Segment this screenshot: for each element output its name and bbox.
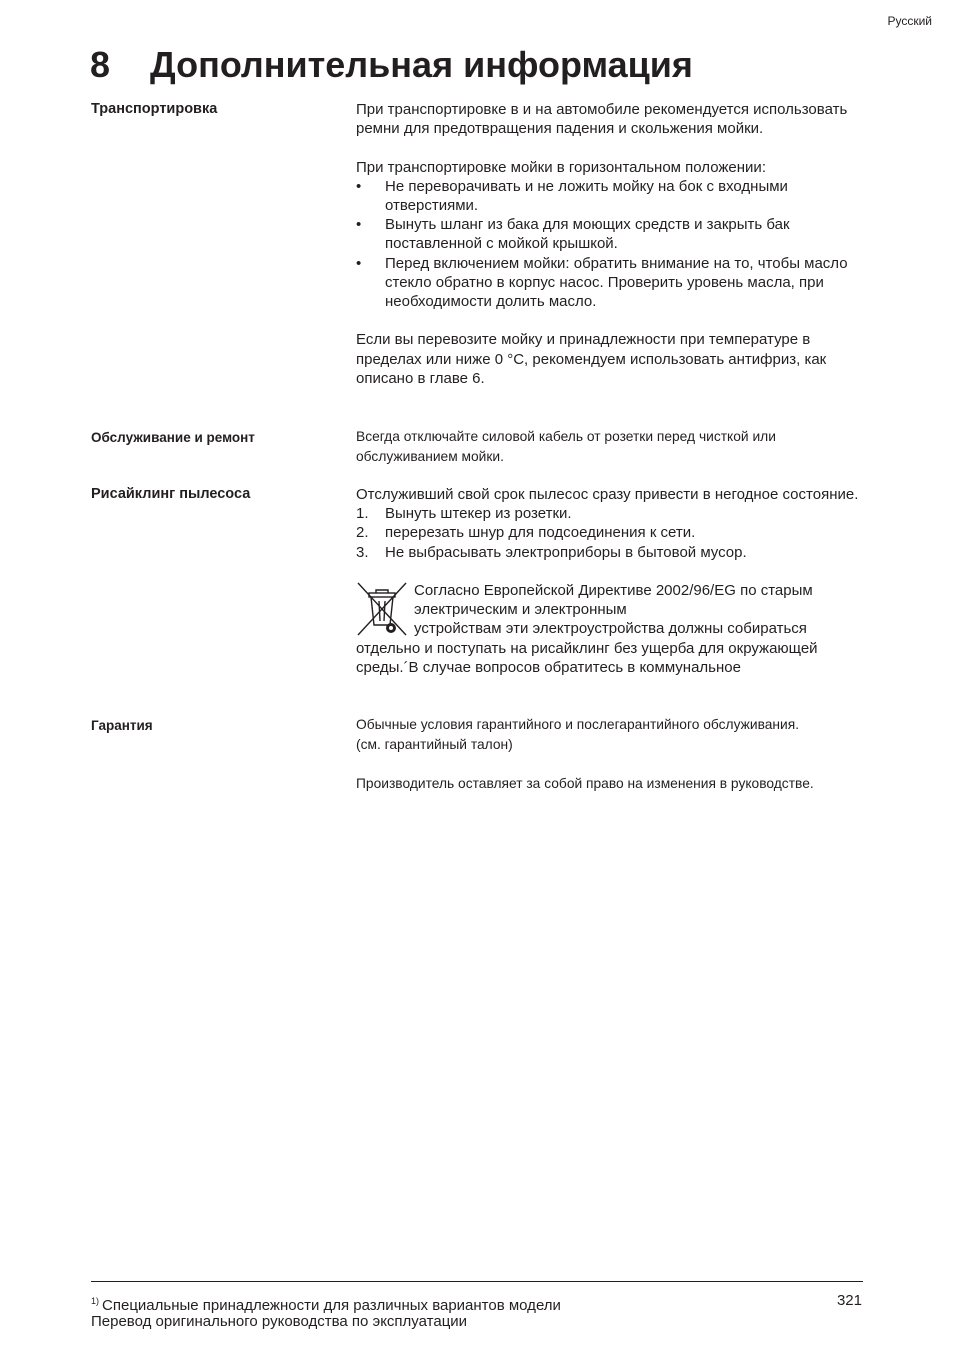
service-text: Всегда отключайте силовой кабель от розетки перед чисткой или обслуживанием мойки.	[356, 429, 776, 464]
bullet-marker: •	[356, 254, 362, 272]
section-label-recycling: Рисайклинг пылесоса	[91, 486, 251, 502]
step-text: Вынуть штекер из розетки.	[385, 505, 572, 523]
step-number: 1.	[356, 505, 369, 523]
weee-line-3: устройствам эти электроустройства должны собираться	[414, 620, 807, 638]
footnote-text: Специальные принадлежности для различных вариантов модели	[102, 1297, 561, 1314]
bullet-text: Вынуть шланг из бака для моющих средств и закрыть бак поставленной с мойкой крышкой.	[385, 216, 790, 253]
section-body-service	[356, 427, 866, 466]
transport-paragraph-3: Если вы перевозите мойку и принадлежности при температуре в пределах или ниже 0 °С, рекомендуем использовать антифриз, как описано в главе 6.	[356, 331, 827, 387]
recycling-steps	[356, 504, 866, 562]
page-number: 321	[836, 1292, 862, 1309]
chapter-title: Дополнительная информация	[150, 44, 693, 85]
section-label-service: Обслуживание и ремонт	[91, 430, 255, 445]
step-number: 2.	[356, 524, 369, 542]
bullet-marker: •	[356, 216, 362, 234]
list-item	[356, 543, 866, 562]
list-item	[356, 254, 866, 312]
warranty-line-2: (см. гарантийный талон)	[356, 736, 513, 752]
weee-notice	[356, 581, 866, 677]
crossed-out-wheelie-bin-icon	[356, 581, 408, 637]
list-item	[356, 504, 866, 523]
list-item	[356, 177, 866, 215]
warranty-line-1: Обычные условия гарантийного и послегарантийного обслуживания.	[356, 717, 800, 732]
section-body-transport	[356, 100, 866, 388]
footnote-mark: 1)	[91, 1296, 100, 1306]
bullet-text: Перед включением мойки: обратить внимание на то, чтобы масло стекло обратно в корпус насос. Проверить уровень масла, при необходимости долить масло.	[385, 254, 848, 311]
chapter-heading	[90, 42, 693, 88]
section-label-transport: Транспортировка	[91, 101, 218, 117]
language-label: Русский	[887, 14, 932, 28]
document-title: Перевод оригинального руководства по эксплуатации	[91, 1313, 468, 1330]
section-label-warranty: Гарантия	[91, 718, 153, 733]
step-text: перерезать шнур для подсоединения к сети.	[385, 524, 696, 542]
section-body-warranty	[356, 715, 866, 793]
warranty-note: Производитель оставляет за собой право на изменения в руководстве.	[356, 775, 814, 791]
list-item	[356, 523, 866, 542]
step-text: Не выбрасывать электроприборы в бытовой мусор.	[385, 543, 747, 561]
transport-paragraph-1: При транспортировке в и на автомобиле рекомендуется использовать ремни для предотвращения падения и скольжения мойки.	[356, 101, 848, 138]
step-number: 3.	[356, 543, 369, 561]
section-body-recycling	[356, 485, 866, 677]
weee-rest: отдельно и поступать на рисайклинг без ущерба для окружающей среды.´В случае вопросов обратитесь в коммунальное	[356, 639, 818, 676]
footer-divider	[91, 1281, 863, 1282]
bullet-text: Не переворачивать и не ложить мойку на бок с входными отверстиями.	[385, 177, 788, 214]
bullet-marker: •	[356, 177, 362, 195]
list-item	[356, 215, 866, 253]
chapter-number: 8	[90, 44, 111, 85]
recycling-intro: Отслуживший свой срок пылесос сразу привести в негодное состояние.	[356, 486, 859, 503]
transport-bullet-list	[356, 177, 866, 311]
weee-line-2: электрическим и электронным	[414, 601, 627, 619]
weee-line-1: Согласно Европейской Директиве 2002/96/EG по старым	[414, 582, 813, 599]
transport-paragraph-2: При транспортировке мойки в горизонтальном положении:	[356, 158, 766, 176]
